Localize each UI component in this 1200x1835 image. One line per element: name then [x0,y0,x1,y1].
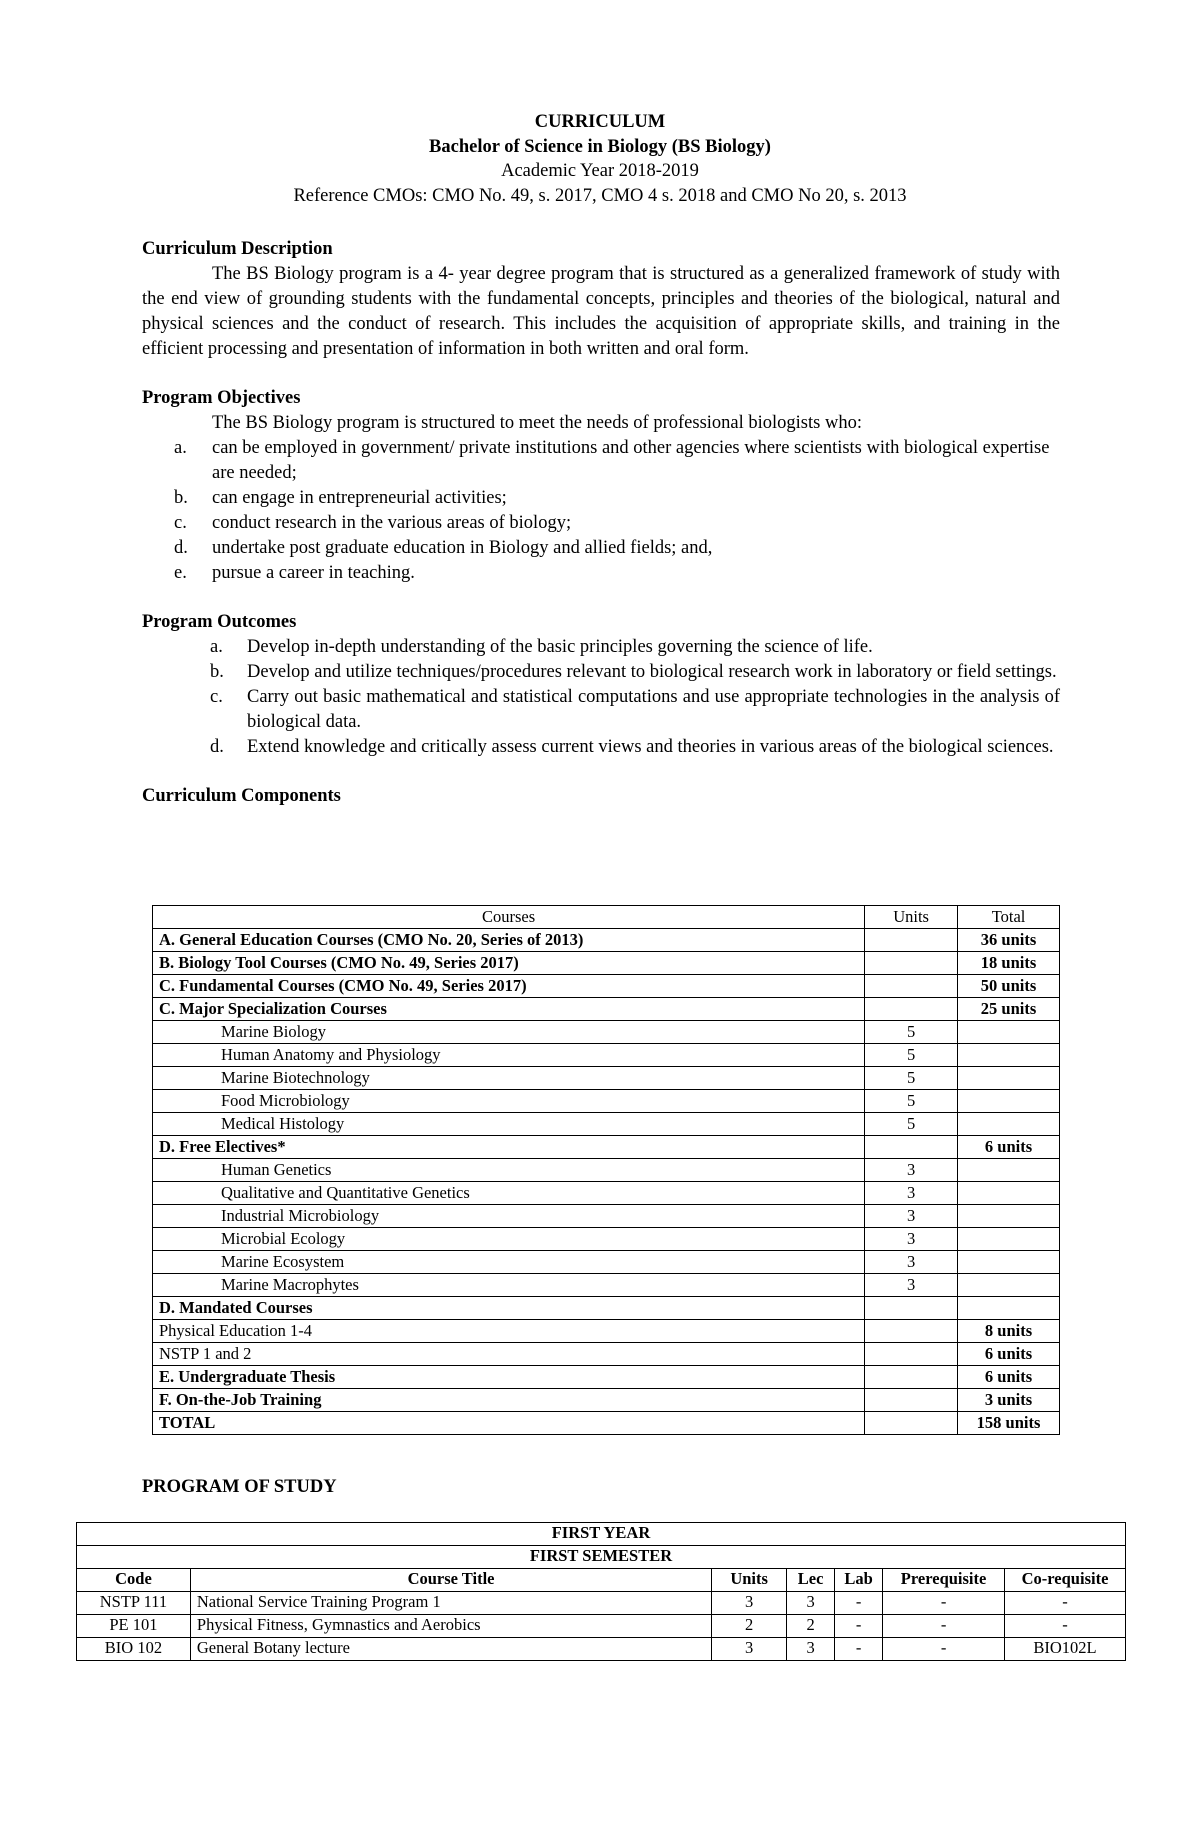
table-row [77,1638,1126,1661]
program-name: Bachelor of Science in Biology (BS Biology) [429,136,771,157]
total-cell [958,1044,1060,1067]
units-cell: 5 [865,1090,958,1113]
outcomes-heading: Program Outcomes [142,612,297,632]
units-cell [865,952,958,975]
lab-cell: - [835,1638,883,1661]
lab-cell: - [835,1615,883,1638]
course-cell: B. Biology Tool Courses (CMO No. 49, Series 2017) [153,952,865,975]
units-cell [865,1136,958,1159]
curriculum-title: CURRICULUM [534,112,666,132]
course-cell: Physical Education 1-4 [153,1320,865,1343]
column-header-lab: Lab [835,1569,883,1592]
column-header-prerequisite: Prerequisite [883,1569,1005,1592]
units-cell: 5 [865,1044,958,1067]
coreq-cell: BIO102L [1005,1638,1126,1661]
semester-label: FIRST SEMESTER [77,1546,1126,1569]
total-cell: 6 units [958,1366,1060,1389]
total-cell [958,1067,1060,1090]
objectives-intro: The BS Biology program is structured to meet the needs of professional biologists who: [212,413,862,433]
table-row [153,1297,1060,1320]
course-cell: Marine Biology [153,1021,865,1044]
lab-cell: - [835,1592,883,1615]
total-cell: 3 units [958,1389,1060,1412]
table-row [77,1615,1126,1638]
total-cell: 25 units [958,998,1060,1021]
column-header-course-title: Course Title [190,1569,711,1592]
document-header [0,110,1200,208]
code-cell: BIO 102 [77,1638,191,1661]
units-cell: 3 [865,1251,958,1274]
lec-cell: 2 [787,1615,835,1638]
units-cell [865,1389,958,1412]
units-cell: 5 [865,1113,958,1136]
course-cell: Human Genetics [153,1159,865,1182]
course-cell: D. Free Electives* [153,1136,865,1159]
prereq-cell: - [883,1615,1005,1638]
code-cell: NSTP 111 [77,1592,191,1615]
outcome-item: c. Carry out basic mathematical and statistical computations and use appropriate technologies in the analysis of biological data. [210,687,1060,732]
units-cell: 3 [712,1592,787,1615]
objective-item: c. conduct research in the various areas of biology; [174,513,572,533]
table-row [153,1159,1060,1182]
table-row [153,1320,1060,1343]
units-cell: 5 [865,1067,958,1090]
table-row [153,1067,1060,1090]
total-cell: 50 units [958,975,1060,998]
course-cell: C. Fundamental Courses (CMO No. 49, Series 2017) [153,975,865,998]
title-cell: National Service Training Program 1 [190,1592,711,1615]
total-cell [958,1159,1060,1182]
units-cell: 2 [712,1615,787,1638]
units-cell [865,1366,958,1389]
course-cell: Marine Biotechnology [153,1067,865,1090]
total-cell [958,1113,1060,1136]
table-row [153,975,1060,998]
column-header-code: Code [77,1569,191,1592]
units-cell: 3 [865,1205,958,1228]
table-row [153,929,1060,952]
units-cell [865,1412,958,1435]
units-cell: 3 [865,1159,958,1182]
total-cell [958,1251,1060,1274]
units-cell: 3 [865,1274,958,1297]
coreq-cell: - [1005,1615,1126,1638]
total-cell: 36 units [958,929,1060,952]
table-row [153,1343,1060,1366]
objective-item: a. can be employed in government/ private institutions and other agencies where scientists with biological expertise are needed; [174,438,1050,483]
program-of-study-heading: PROGRAM OF STUDY [142,1477,337,1497]
course-cell: Human Anatomy and Physiology [153,1044,865,1067]
program-of-study-table [76,1522,1126,1661]
total-cell: 6 units [958,1136,1060,1159]
title-cell: Physical Fitness, Gymnastics and Aerobics [190,1615,711,1638]
outcomes-list [142,635,1060,760]
reference-cmos: Reference CMOs: CMO No. 49, s. 2017, CMO 4 s. 2018 and CMO No 20, s. 2013 [293,185,907,206]
table-row [153,1021,1060,1044]
lec-cell: 3 [787,1638,835,1661]
units-cell [865,975,958,998]
units-cell [865,998,958,1021]
column-header-total: Total [958,906,1060,929]
total-cell: 6 units [958,1343,1060,1366]
course-cell: A. General Education Courses (CMO No. 20, Series of 2013) [153,929,865,952]
total-cell [958,1297,1060,1320]
total-cell: 18 units [958,952,1060,975]
course-cell: TOTAL [153,1412,865,1435]
table-row [153,1113,1060,1136]
units-cell [865,1320,958,1343]
objective-item: e. pursue a career in teaching. [174,563,415,583]
table-row [153,1412,1060,1435]
course-cell: Marine Ecosystem [153,1251,865,1274]
column-header-units: Units [865,906,958,929]
course-cell: Medical Histology [153,1113,865,1136]
column-header-units: Units [712,1569,787,1592]
description-heading: Curriculum Description [142,239,333,259]
table-header-row [77,1569,1126,1592]
total-cell [958,1205,1060,1228]
course-cell: Qualitative and Quantitative Genetics [153,1182,865,1205]
objectives-heading: Program Objectives [142,388,301,408]
column-header-corequisite: Co-requisite [1005,1569,1126,1592]
table-row [153,1090,1060,1113]
title-cell: General Botany lecture [190,1638,711,1661]
course-cell: F. On-the-Job Training [153,1389,865,1412]
components-heading: Curriculum Components [142,786,341,806]
units-cell [865,929,958,952]
units-cell [865,1343,958,1366]
course-cell: Industrial Microbiology [153,1205,865,1228]
table-row [153,1044,1060,1067]
course-cell: Marine Macrophytes [153,1274,865,1297]
table-row [153,1274,1060,1297]
objectives-list [142,436,1060,586]
total-cell [958,1090,1060,1113]
table-row [153,1205,1060,1228]
semester-row [77,1546,1126,1569]
column-header-courses: Courses [153,906,865,929]
year-row [77,1523,1126,1546]
objective-item: d. undertake post graduate education in Biology and allied fields; and, [174,538,713,558]
total-cell [958,1182,1060,1205]
lec-cell: 3 [787,1592,835,1615]
course-cell: C. Major Specialization Courses [153,998,865,1021]
table-row [153,952,1060,975]
total-cell [958,1228,1060,1251]
objective-item: b. can engage in entrepreneurial activities; [174,488,507,508]
table-row [153,1182,1060,1205]
course-cell: NSTP 1 and 2 [153,1343,865,1366]
units-cell: 3 [865,1182,958,1205]
course-cell: D. Mandated Courses [153,1297,865,1320]
table-row [77,1592,1126,1615]
curriculum-components-table [152,905,1060,1435]
units-cell: 3 [865,1228,958,1251]
column-header-lec: Lec [787,1569,835,1592]
total-cell [958,1274,1060,1297]
units-cell [865,1297,958,1320]
table-header-row [153,906,1060,929]
table-row [153,1389,1060,1412]
academic-year: Academic Year 2018-2019 [501,161,699,181]
course-cell: E. Undergraduate Thesis [153,1366,865,1389]
code-cell: PE 101 [77,1615,191,1638]
prereq-cell: - [883,1638,1005,1661]
units-cell: 5 [865,1021,958,1044]
outcome-item: b. Develop and utilize techniques/procedures relevant to biological research work in laboratory or field settings. [210,662,1057,682]
program-of-study-body [77,1592,1126,1661]
course-cell: Microbial Ecology [153,1228,865,1251]
total-cell: 158 units [958,1412,1060,1435]
table-row [153,1228,1060,1251]
total-cell [958,1021,1060,1044]
coreq-cell: - [1005,1592,1126,1615]
table-row [153,998,1060,1021]
document-body [142,237,1060,809]
prereq-cell: - [883,1592,1005,1615]
outcome-item: d. Extend knowledge and critically assess current views and theories in various areas of the biological sciences. [210,737,1054,757]
description-text: The BS Biology program is a 4- year degree program that is structured as a generalized framework of study with the end view of grounding students with the fundamental concepts, principles and theories of the biological, natural and physical sciences and the conduct of research. This includes the acquisition of appropriate skills, and training in the efficient processing and presentation of information in both written and oral form. [142,264,1060,359]
table-row [153,1251,1060,1274]
total-cell: 8 units [958,1320,1060,1343]
course-cell: Food Microbiology [153,1090,865,1113]
table-row [153,1366,1060,1389]
outcome-item: a. Develop in-depth understanding of the basic principles governing the science of life. [210,637,873,657]
table-row [153,1136,1060,1159]
components-table-body [153,929,1060,1435]
year-label: FIRST YEAR [77,1523,1126,1546]
units-cell: 3 [712,1638,787,1661]
